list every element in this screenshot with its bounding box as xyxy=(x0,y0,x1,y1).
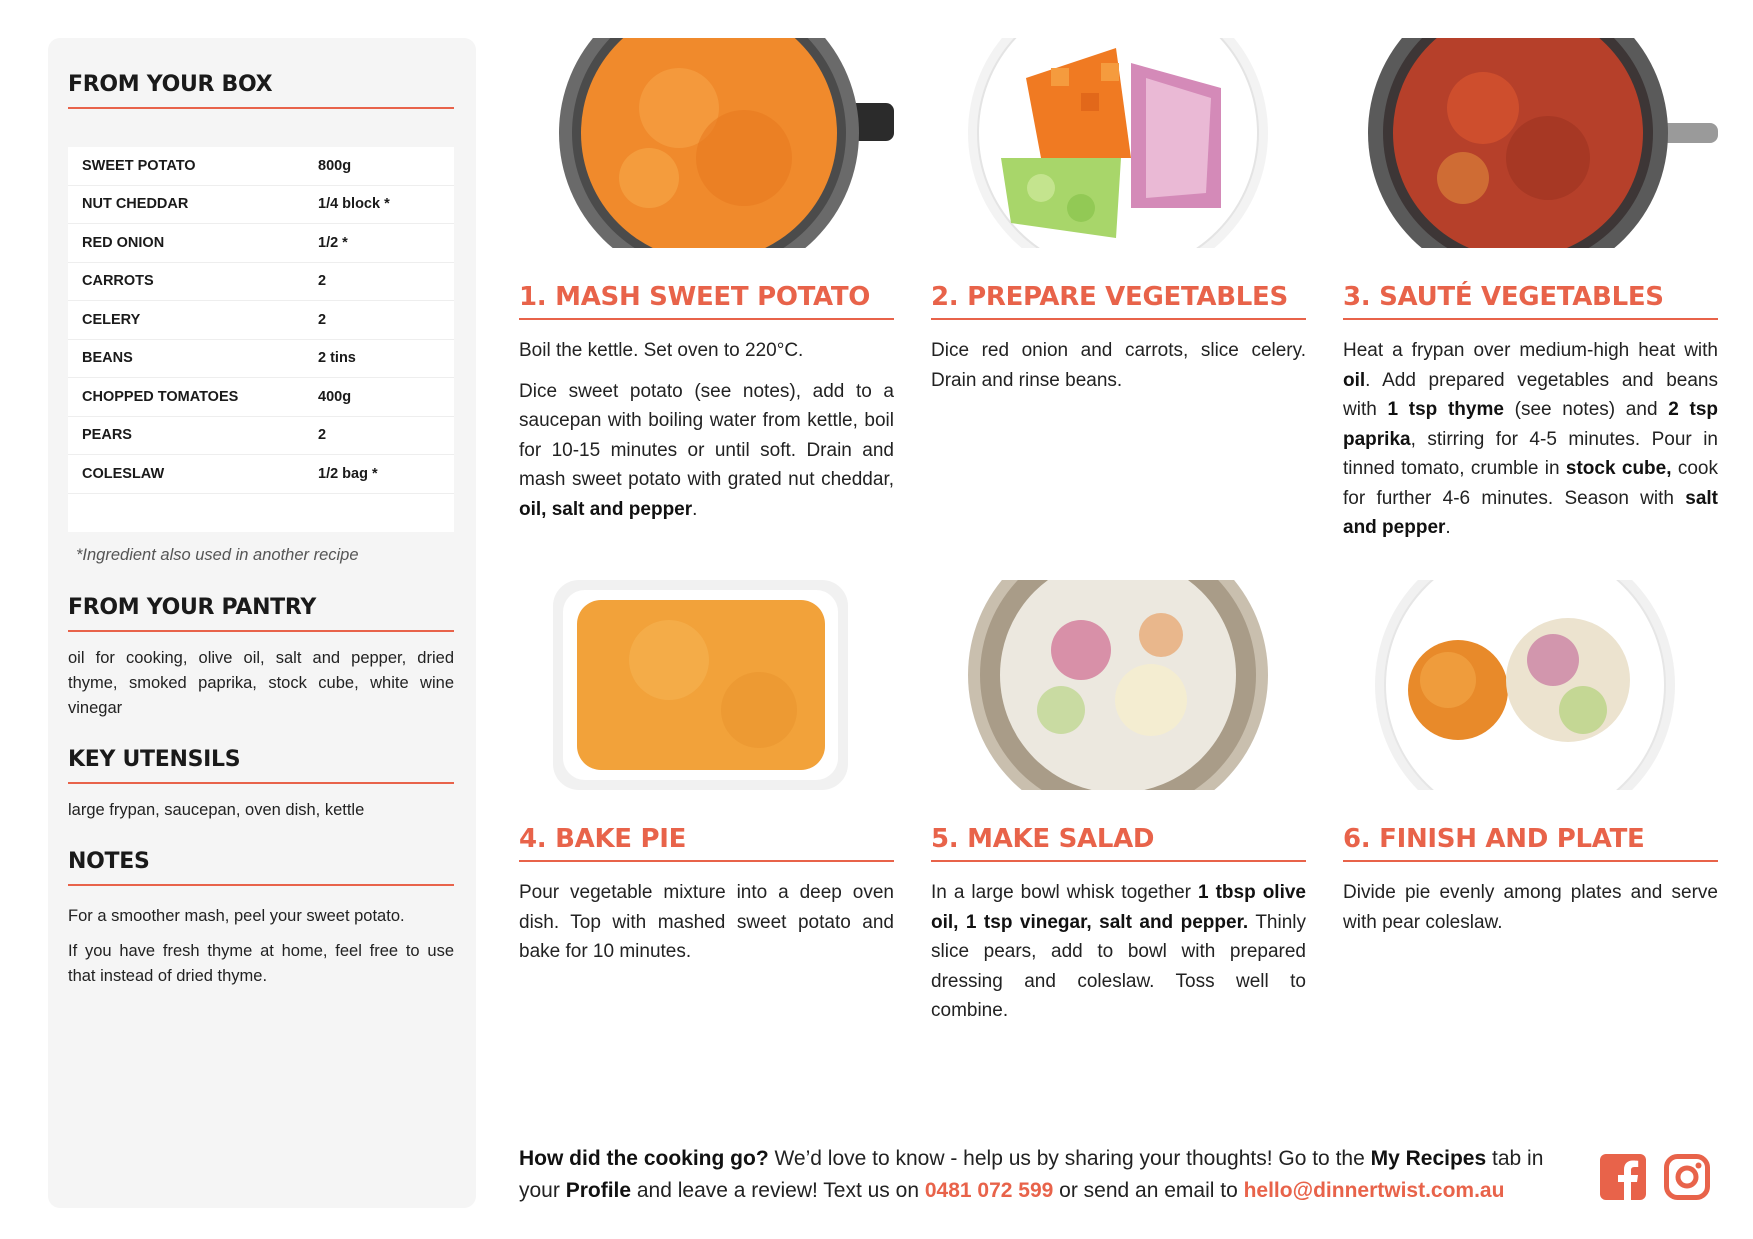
bold-run: oil xyxy=(1343,369,1366,391)
step-6-paragraph: Divide pie evenly among plates and serve with pear coleslaw. xyxy=(1343,882,1718,933)
bold-run: 1 tsp thyme xyxy=(1387,399,1504,420)
step-1-photo xyxy=(519,38,894,248)
ingredient-row xyxy=(68,186,454,225)
step-4 xyxy=(519,580,894,978)
from-your-box-heading: FROM YOUR BOX xyxy=(68,72,454,109)
text-run: or send an email to xyxy=(1053,1179,1244,1202)
step-3-paragraph xyxy=(1343,336,1718,543)
step-3 xyxy=(1343,38,1718,554)
step-4-paragraph: Pour vegetable mixture into a deep oven dish. Top with mashed sweet potato and bake for 10 minutes. xyxy=(519,882,894,962)
utensils-section xyxy=(68,747,454,823)
text-run: (see notes) and xyxy=(1503,399,1669,420)
ingredient-row xyxy=(68,417,454,456)
step-2-title: 2. PREPARE VEGETABLES xyxy=(931,282,1306,320)
bold-run: oil, salt and pepper xyxy=(519,498,693,520)
step-6-title: 6. FINISH AND PLATE xyxy=(1343,824,1718,862)
step-3-body xyxy=(1343,336,1718,543)
ingredient-row xyxy=(68,455,454,494)
ingredient-row xyxy=(68,147,454,186)
bold-run: 2 tsp paprika xyxy=(1343,399,1718,450)
note-item: If you have fresh thyme at home, feel free to use that instead of dried thyme. xyxy=(68,941,454,985)
pantry-text: oil for cooking, olive oil, salt and pepper, dried thyme, smoked paprika, stock cube, white wine vinegar xyxy=(68,648,454,717)
facebook-icon[interactable] xyxy=(1600,1154,1646,1200)
from-your-pantry-heading: FROM YOUR PANTRY xyxy=(68,595,454,632)
step-6 xyxy=(1343,580,1718,948)
ingredient-name: PEARS xyxy=(82,427,132,444)
step-5-body xyxy=(931,878,1306,1026)
phone-link[interactable]: 0481 072 599 xyxy=(924,1179,1054,1202)
step-1 xyxy=(519,38,894,535)
ingredient-row xyxy=(68,224,454,263)
email-link[interactable]: hello@dinnertwist.com.au xyxy=(1243,1179,1505,1202)
step-4-body xyxy=(519,878,894,967)
feedback-question: How did the cooking go? xyxy=(519,1147,769,1170)
ingredient-name: SWEET POTATO xyxy=(82,157,196,174)
step-2-paragraph: Dice red onion and carrots, slice celery. Drain and rinse beans. xyxy=(931,340,1306,391)
ingredient-qty: 1/2 bag * xyxy=(318,465,378,482)
ingredient-qty: 2 xyxy=(318,427,327,444)
text-run: tab in your xyxy=(519,1147,1544,1202)
utensils-text: large frypan, saucepan, oven dish, kettle xyxy=(68,800,365,819)
text-run: . xyxy=(692,498,698,520)
step-5-title: 5. MAKE SALAD xyxy=(931,824,1306,862)
ingredient-qty: 800g xyxy=(318,157,352,174)
bold-run: 1 tbsp olive oil, 1 tsp vinegar, salt and pepper. xyxy=(931,882,1307,933)
text-run: , stirring for 4-5 minutes. Pour in tinned tomato, crumble in xyxy=(1343,428,1718,479)
step-4-title: 4. BAKE PIE xyxy=(519,824,894,862)
ingredients-table xyxy=(68,147,454,532)
ingredient-qty: 2 xyxy=(318,311,327,328)
social-links xyxy=(1600,1154,1710,1200)
step-2 xyxy=(931,38,1306,406)
ingredients-sidebar xyxy=(48,38,476,1208)
step-6-body xyxy=(1343,878,1718,937)
step-3-photo xyxy=(1343,38,1718,248)
step-5 xyxy=(931,580,1306,1037)
ingredient-row xyxy=(68,378,454,417)
ingredient-name: CHOPPED TOMATOES xyxy=(82,388,239,405)
ingredient-footnote: *Ingredient also used in another recipe xyxy=(76,545,359,564)
text-run: cook for further 4-6 minutes. Season with xyxy=(1343,458,1718,509)
ingredient-qty: 400g xyxy=(318,388,352,405)
step-1-title: 1. MASH SWEET POTATO xyxy=(519,282,894,320)
bold-run: salt and pepper xyxy=(1343,487,1718,538)
step-1-paragraph xyxy=(519,377,894,525)
notes-section xyxy=(68,849,454,989)
text-run: We’d love to know - help us by sharing your thoughts! Go to the xyxy=(768,1147,1371,1170)
text-run: Dice sweet potato (see notes), add to a saucepan with boiling water from kettle, boil for 10-15 minutes or until soft. Drain and mash sweet potato with grated nut cheddar, xyxy=(519,380,894,490)
ingredient-name: RED ONION xyxy=(82,234,165,251)
text-run: . xyxy=(1445,517,1451,538)
bold-run: stock cube, xyxy=(1565,458,1672,479)
ingredient-row xyxy=(68,340,454,379)
ingredient-qty: 2 tins xyxy=(318,350,356,367)
ingredient-row xyxy=(68,301,454,340)
bold-run: Profile xyxy=(565,1179,632,1202)
step-1-body xyxy=(519,336,894,524)
ingredient-name: NUT CHEDDAR xyxy=(82,196,189,213)
step-1-paragraph: Boil the kettle. Set oven to 220°C. xyxy=(519,340,804,361)
key-utensils-heading: KEY UTENSILS xyxy=(68,747,454,784)
step-6-photo xyxy=(1343,580,1718,790)
ingredient-name: CELERY xyxy=(82,311,141,328)
bold-run: My Recipes xyxy=(1370,1147,1487,1170)
notes-heading: NOTES xyxy=(68,849,454,886)
ingredient-name: COLESLAW xyxy=(82,465,165,482)
ingredient-name: CARROTS xyxy=(82,273,154,290)
instagram-icon[interactable] xyxy=(1664,1154,1710,1200)
step-5-photo xyxy=(931,580,1306,790)
ingredient-qty: 1/4 block * xyxy=(318,196,390,213)
feedback-footer xyxy=(519,1143,1589,1207)
text-run: and leave a review! Text us on xyxy=(631,1179,925,1202)
text-run: In a large bowl whisk together xyxy=(931,882,1199,903)
step-4-photo xyxy=(519,580,894,790)
step-2-body xyxy=(931,336,1306,395)
ingredient-name: BEANS xyxy=(82,350,133,367)
ingredient-qty: 2 xyxy=(318,273,327,290)
step-3-title: 3. SAUTÉ VEGETABLES xyxy=(1343,282,1718,320)
step-2-photo xyxy=(931,38,1306,248)
text-run: . Add prepared vegetables and beans with xyxy=(1343,369,1718,420)
step-5-paragraph xyxy=(931,878,1306,1026)
ingredient-row xyxy=(68,263,454,302)
text-run: Thinly slice pears, add to bowl with prepared dressing and coleslaw. Toss well to combine. xyxy=(931,911,1307,1021)
text-run: Heat a frypan over medium-high heat with xyxy=(1343,340,1718,361)
ingredient-qty: 1/2 * xyxy=(318,234,348,251)
note-item: For a smoother mash, peel your sweet potato. xyxy=(68,906,405,925)
